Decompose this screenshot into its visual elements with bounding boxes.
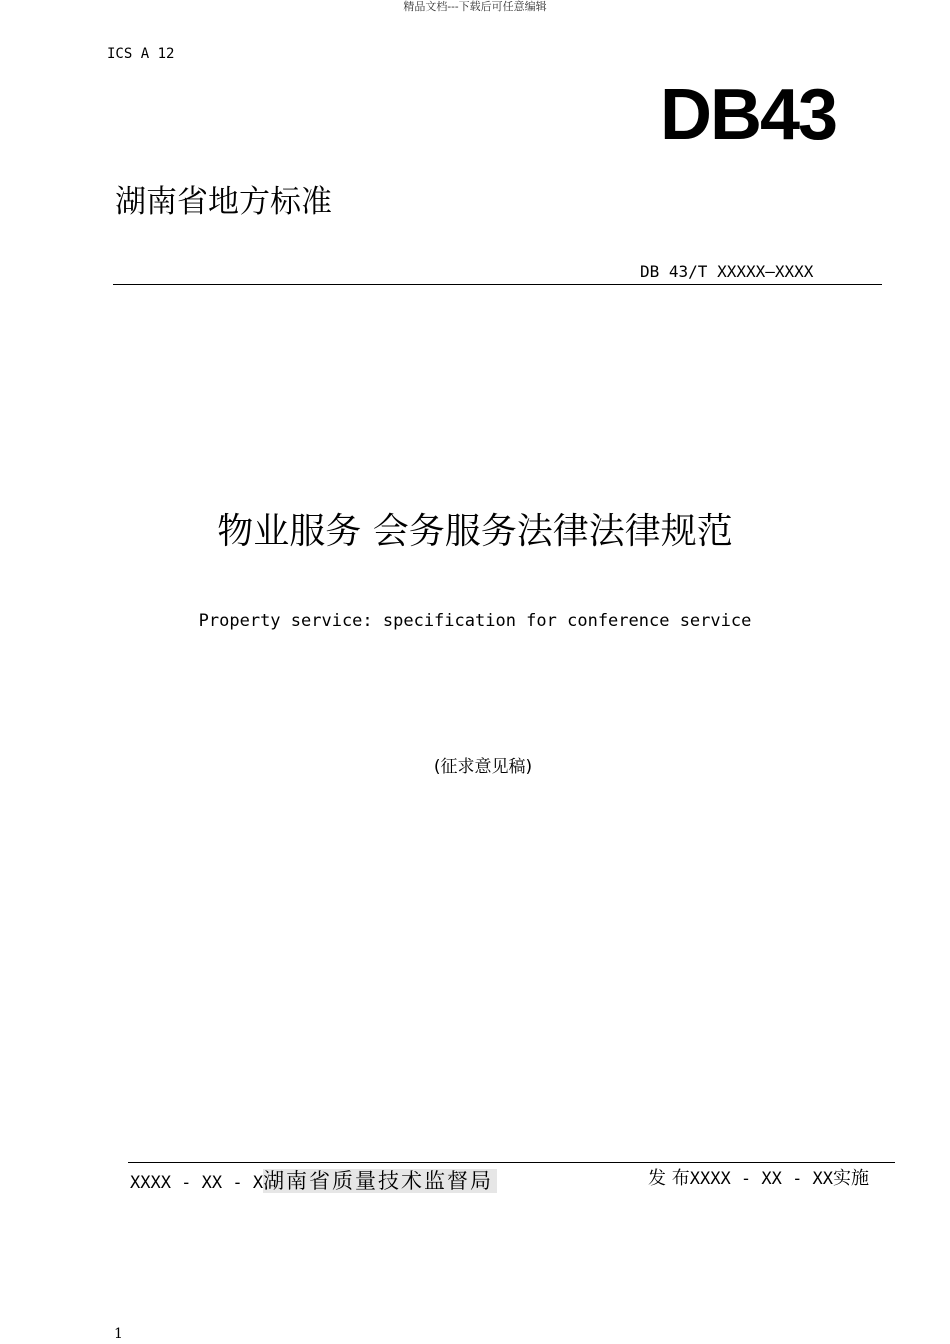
page-number: 1 [114,1326,123,1342]
implement-label: 实施 [833,1168,870,1189]
publish-label: 发 布 [648,1168,690,1189]
standard-type: 湖南省地方标准 [115,184,332,220]
top-divider [113,284,882,285]
ics-code: ICS A 12 [107,46,175,62]
standard-number: DB 43/T XXXXX—XXXX [640,262,814,281]
publish-date: XXXX - XX - X [130,1173,264,1193]
header-watermark: 精品文档---下载后可任意编辑 [403,0,547,13]
document-title: 物业服务 会务服务法律法律规范 [217,511,733,552]
bottom-divider [128,1162,895,1163]
standard-logo: DB43 [660,75,837,155]
implement-info [648,1166,869,1192]
draft-label: (征求意见稿) [433,757,533,777]
publisher: 湖南省质量技术监督局 [263,1169,497,1193]
document-title-english: Property service: specification for conference service [198,611,752,631]
implement-date: XXXX - XX - XX [689,1169,834,1189]
publish-info [130,1168,497,1196]
